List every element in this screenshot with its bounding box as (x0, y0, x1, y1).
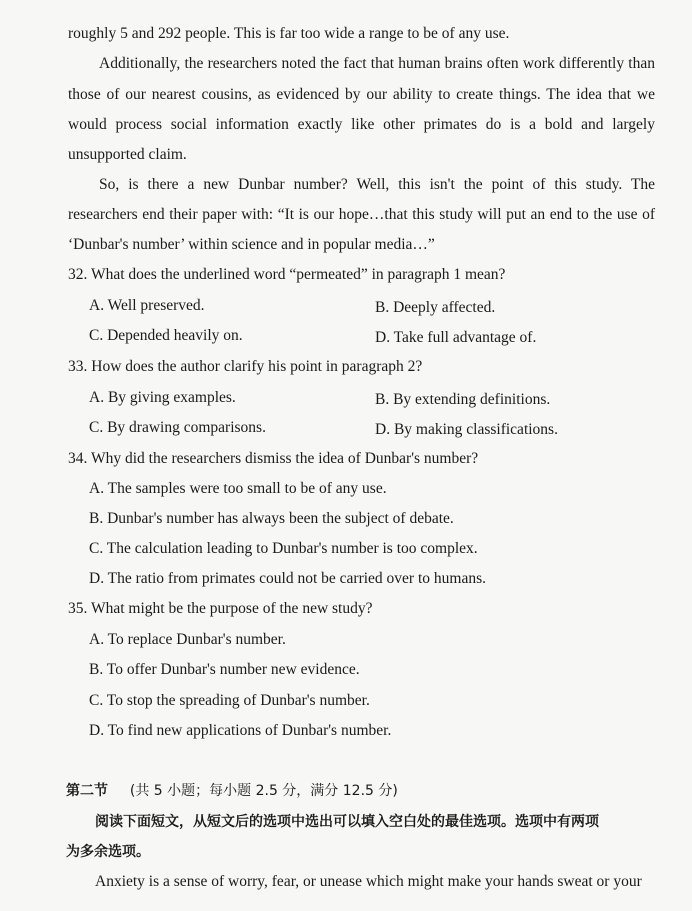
question-32: 32. What does the underlined word “permeated” in paragraph 1 mean? (68, 266, 506, 283)
section-title: 第二节 (66, 783, 108, 799)
option-33-b[interactable]: B. By extending definitions. (375, 391, 551, 408)
option-34-a[interactable]: A. The samples were too small to be of any use. (89, 480, 387, 497)
section-scoring: (共 5 小题；每小题 2.5 分，满分 12.5 分) (129, 783, 398, 799)
option-33-a[interactable]: A. By giving examples. (89, 389, 236, 406)
option-35-d[interactable]: D. To find new applications of Dunbar's number. (89, 722, 392, 739)
passage-line: So, is there a new Dunbar number? Well, this isn't the point of this study. The (99, 176, 655, 193)
option-32-d[interactable]: D. Take full advantage of. (375, 329, 537, 346)
cut-off-text (60, 900, 660, 911)
section-heading (66, 781, 398, 801)
section-instructions: 阅读下面短文，从短文后的选项中选出可以填入空白处的最佳选项。选项中有两项 (95, 814, 599, 830)
passage-line: would process social information exactly like other primates do is a bold and largely (68, 116, 655, 133)
option-35-b[interactable]: B. To offer Dunbar's number new evidence. (89, 661, 360, 678)
option-33-d[interactable]: D. By making classifications. (375, 421, 558, 438)
passage-line: ‘Dunbar's number’ within science and in popular media…” (68, 236, 435, 253)
question-34: 34. Why did the researchers dismiss the idea of Dunbar's number? (68, 450, 479, 467)
option-32-c[interactable]: C. Depended heavily on. (89, 327, 243, 344)
passage-line: unsupported claim. (68, 146, 187, 163)
passage-line: roughly 5 and 292 people. This is far too wide a range to be of any use. (68, 25, 510, 42)
question-35: 35. What might be the purpose of the new study? (68, 600, 373, 617)
option-32-a[interactable]: A. Well preserved. (89, 297, 205, 314)
option-34-b[interactable]: B. Dunbar's number has always been the subject of debate. (89, 510, 454, 527)
option-32-b[interactable]: B. Deeply affected. (375, 299, 496, 316)
option-34-c[interactable]: C. The calculation leading to Dunbar's number is too complex. (89, 540, 478, 557)
option-33-c[interactable]: C. By drawing comparisons. (89, 419, 266, 436)
passage-line: researchers end their paper with: “It is our hope…that this study will put an end to the use of (68, 206, 655, 223)
option-34-d[interactable]: D. The ratio from primates could not be carried over to humans. (89, 570, 486, 587)
option-35-c[interactable]: C. To stop the spreading of Dunbar's number. (89, 692, 370, 709)
passage-line: those of our nearest cousins, as evidenced by our ability to create things. The idea that we (68, 86, 655, 103)
passage-line: Anxiety is a sense of worry, fear, or unease which might make your hands sweat or your (95, 873, 642, 890)
section-instructions: 为多余选项。 (66, 844, 150, 860)
option-35-a[interactable]: A. To replace Dunbar's number. (89, 631, 286, 648)
passage-line: Additionally, the researchers noted the fact that human brains often work differently than (99, 55, 655, 72)
question-33: 33. How does the author clarify his point in paragraph 2? (68, 358, 423, 375)
